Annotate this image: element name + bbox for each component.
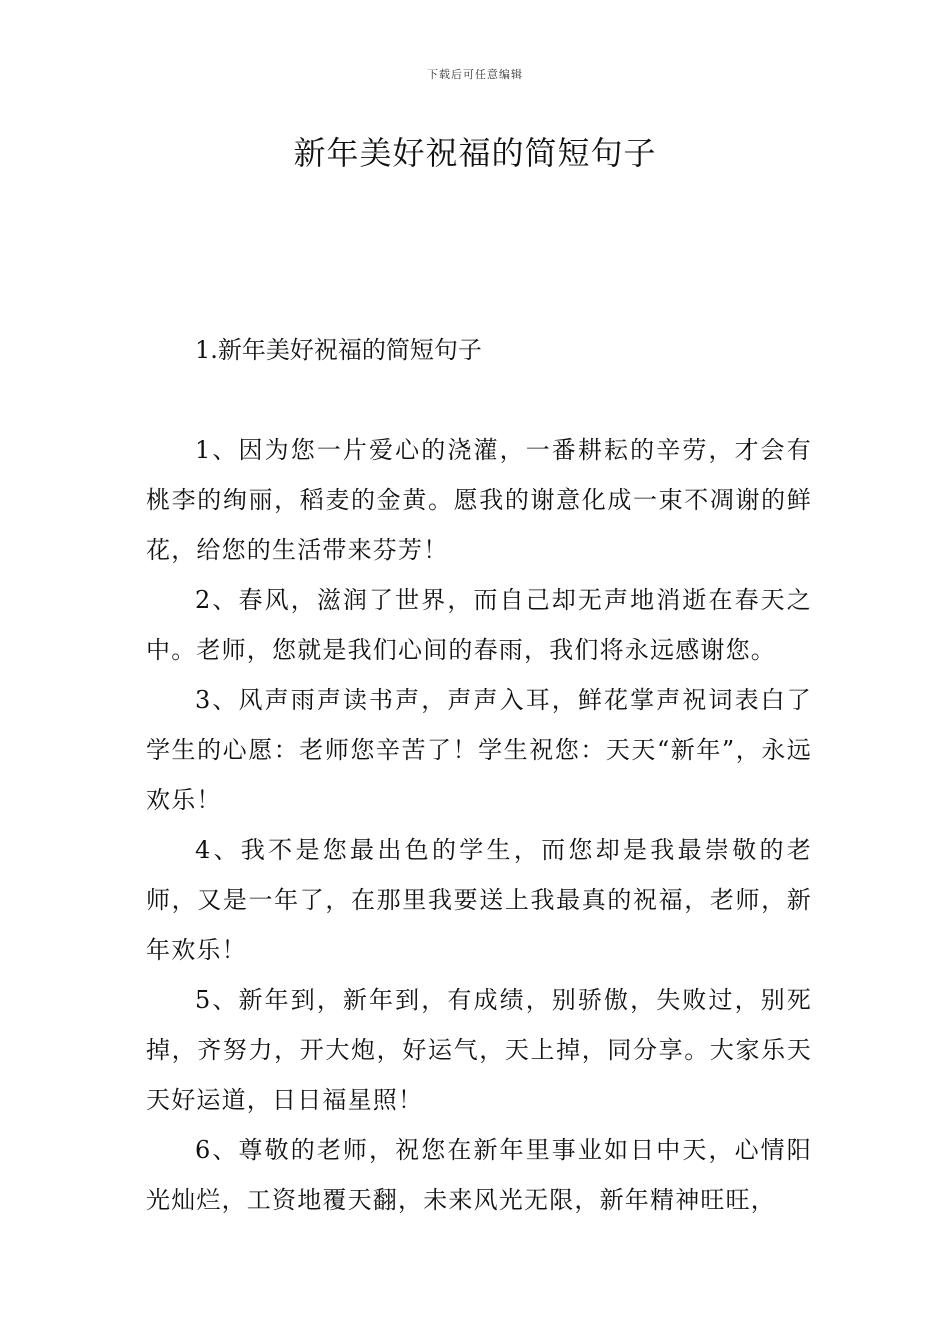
page-header-note: 下载后可任意编辑 — [427, 68, 523, 81]
paragraph-6: 6、尊敬的老师，祝您在新年里事业如日中天，心情阳光灿烂，工资地覆天翻，未来风光无限，新年精神旺旺， — [146, 1136, 812, 1214]
document-title: 新年美好祝福的简短句子 — [293, 134, 657, 172]
paragraph-5: 5、新年到，新年到，有成绩，别骄傲，失败过，别死掉，齐努力，开大炮，好运气，天上掉，同分享。大家乐天天好运道，日日福星照！ — [146, 986, 812, 1114]
paragraph-3: 3、风声雨声读书声，声声入耳，鲜花掌声祝词表白了学生的心愿：老师您辛苦了！学生祝您：天天“新年”，永远欢乐！ — [146, 686, 812, 814]
document-body — [146, 425, 812, 1225]
paragraph-2: 2、春风，滋润了世界，而自己却无声地消逝在春天之中。老师，您就是我们心间的春雨，我们将永远感谢您。 — [146, 586, 812, 664]
paragraph-1: 1、因为您一片爱心的浇灌，一番耕耘的辛劳，才会有桃李的绚丽，稻麦的金黄。愿我的谢意化成一束不凋谢的鲜花，给您的生活带来芬芳！ — [146, 436, 812, 564]
paragraph-4: 4、我不是您最出色的学生，而您却是我最崇敬的老师，又是一年了，在那里我要送上我最真的祝福，老师，新年欢乐！ — [146, 836, 812, 964]
section-heading: 1.新年美好祝福的简短句子 — [195, 336, 482, 364]
